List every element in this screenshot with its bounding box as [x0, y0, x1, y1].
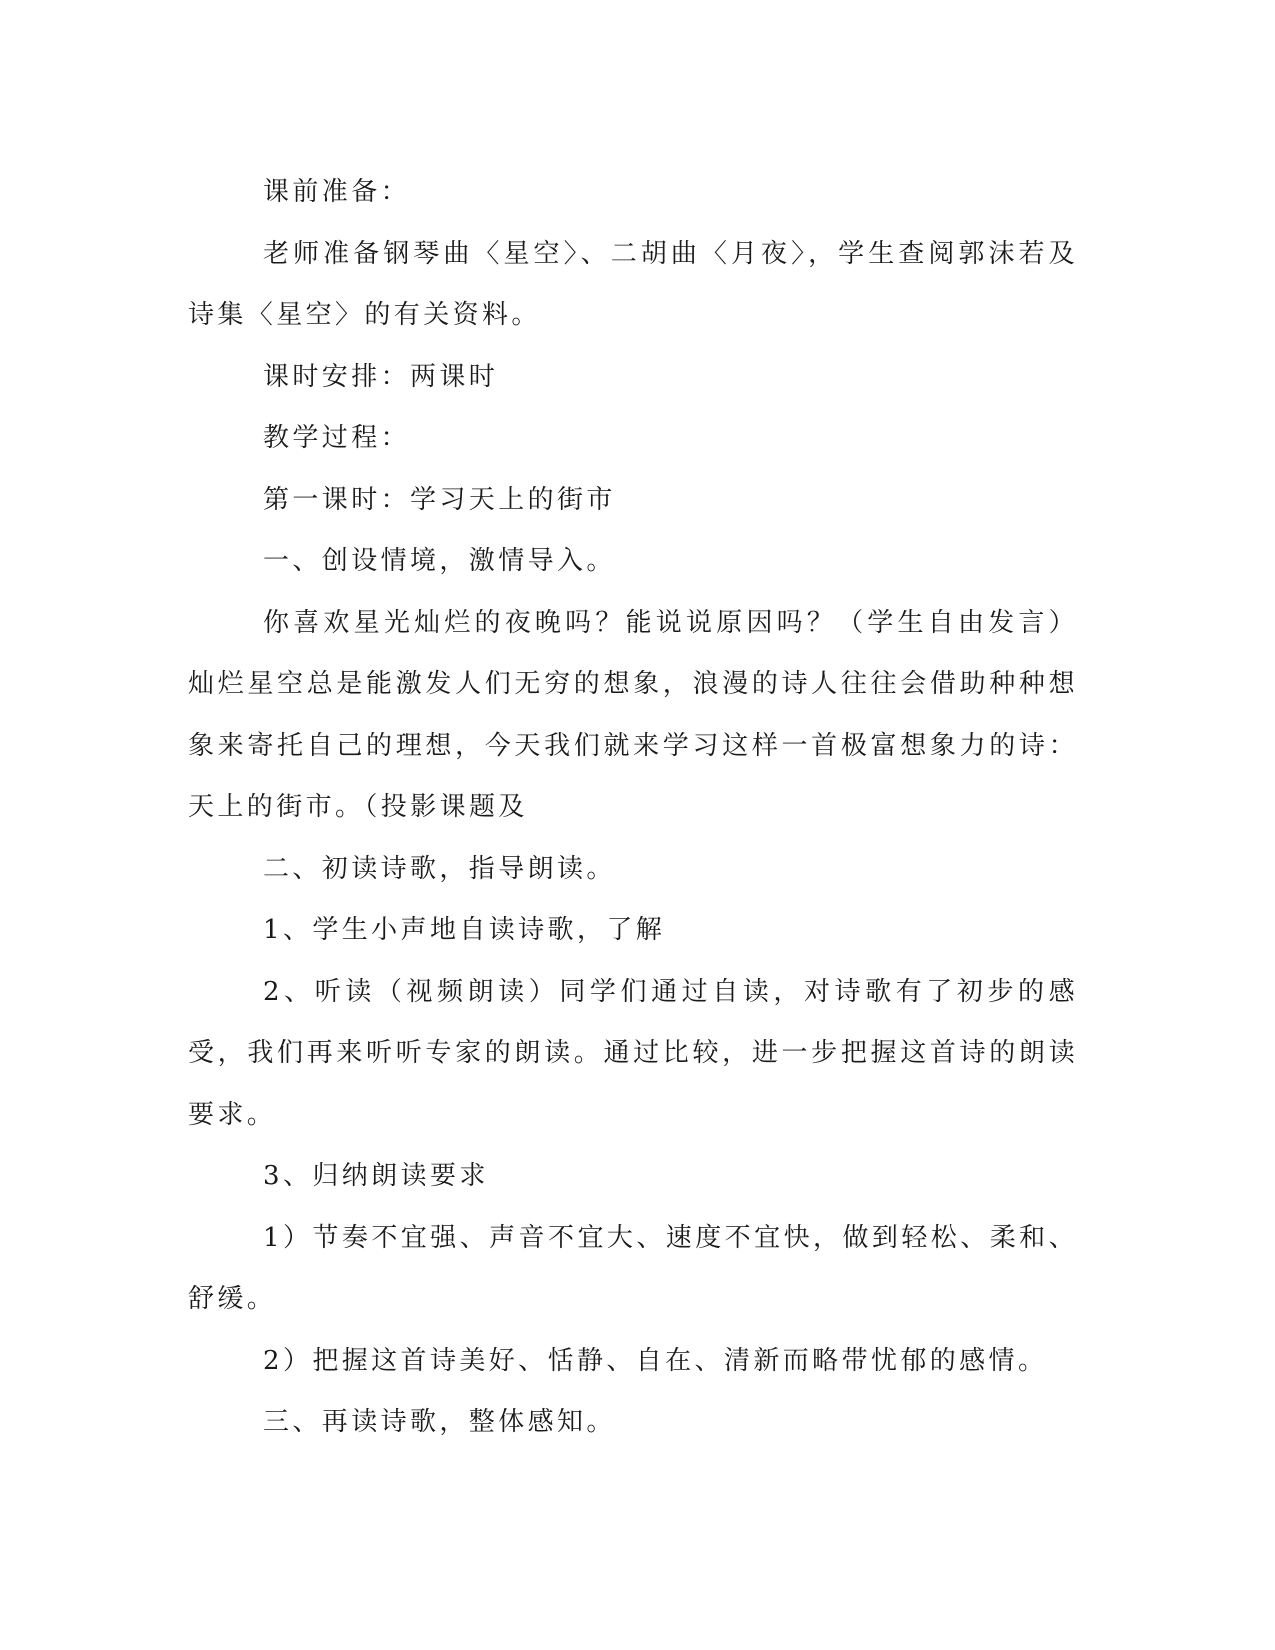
- document-body: [188, 162, 1078, 1454]
- section-two-heading: 二、初读诗歌，指导朗读。: [263, 853, 616, 884]
- heading-pre-class-preparation: 课前准备：: [263, 177, 411, 207]
- section-one-heading: 一、创设情境，激情导入。: [263, 546, 616, 576]
- sub-item-1: 1）节奏不宜强、声音不宜大、速度不宜快，做到轻松、柔和、舒缓。: [188, 1222, 1078, 1314]
- paragraph-preparation-materials: 老师准备钢琴曲〈星空〉、二胡曲〈月夜〉，学生查阅郭沫若及诗集〈星空〉的有关资料。: [188, 238, 1078, 330]
- list-item-3: 3、归纳朗读要求: [263, 1161, 489, 1191]
- heading-first-lesson: 第一课时：学习天上的街市: [263, 484, 616, 515]
- section-three-heading: 三、再读诗歌，整体感知。: [263, 1407, 616, 1437]
- list-item-2: 2、听读（视频朗读）同学们通过自读，对诗歌有了初步的感受，我们再来听听专家的朗读。通过比较，进一步把握这首诗的朗读要求。: [188, 976, 1078, 1130]
- list-item-1: 1、学生小声地自读诗歌，了解: [263, 915, 666, 945]
- heading-teaching-process: 教学过程：: [263, 423, 411, 453]
- paragraph-introduction: 你喜欢星光灿烂的夜晚吗？能说说原因吗？（学生自由发言）灿烂星空总是能激发人们无穷的想象，浪漫的诗人往往会借助种种想象来寄托自己的理想，今天我们就来学习这样一首极富想象力的诗：天上的街市。（投影课题及: [188, 607, 1078, 822]
- sub-item-2: 2）把握这首诗美好、恬静、自在、清新而略带忧郁的感情。: [263, 1345, 1048, 1376]
- paragraph-class-schedule: 课时安排：两课时: [263, 361, 499, 392]
